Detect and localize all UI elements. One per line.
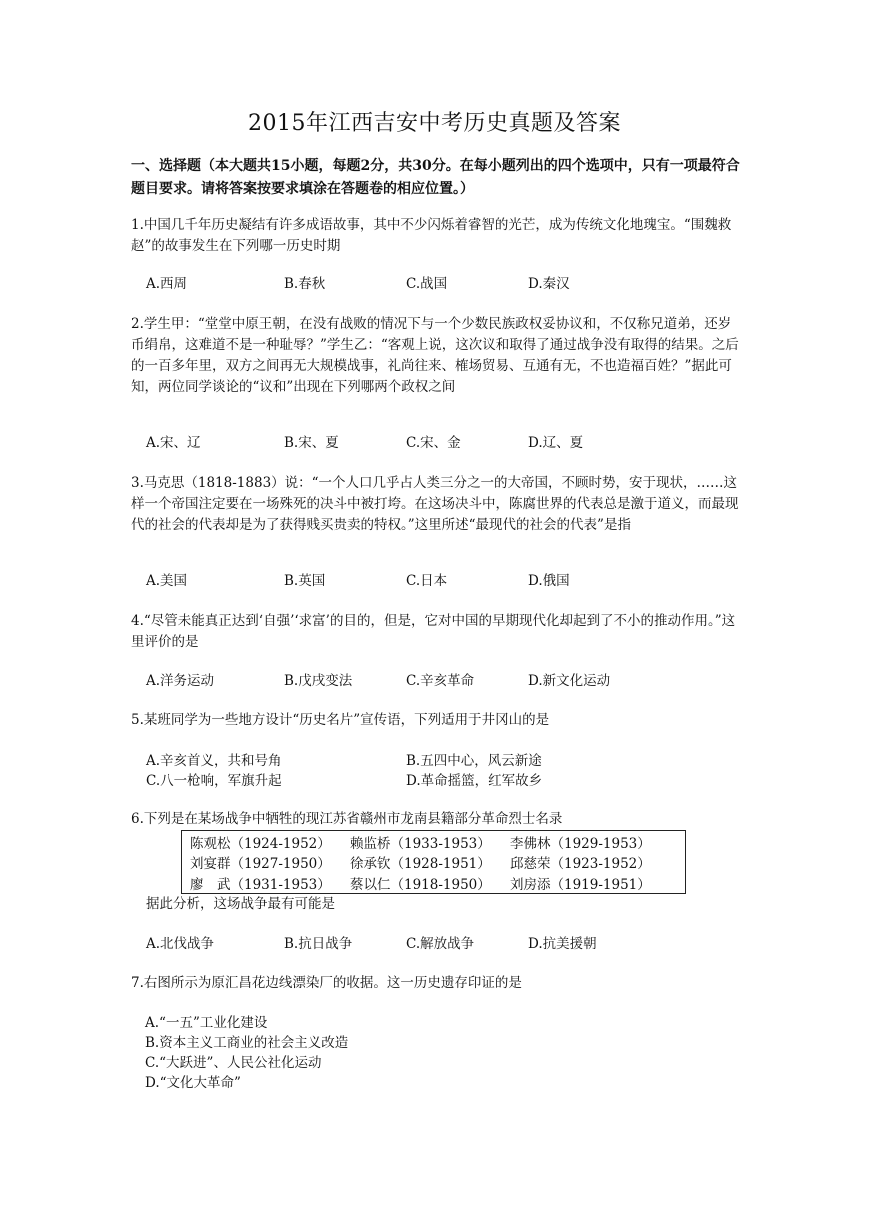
question-5-stem: 5.某班同学为一些地方设计“历史名片”宣传语，下列适用于井冈山的是 xyxy=(131,712,550,728)
option-a: A.西周 xyxy=(146,276,188,292)
option-b: B.戊戌变法 xyxy=(284,673,353,689)
option-d: D.革命摇篮，红军故乡 xyxy=(406,773,543,789)
option-a: A.“一五”工业化建设 xyxy=(145,1015,268,1031)
option-a: A.宋、辽 xyxy=(146,435,201,451)
table-cell: 李佛林（1929-1953） xyxy=(510,836,651,852)
option-a: A.辛亥首义，共和号角 xyxy=(146,753,282,769)
table-cell: 赖监桥（1933-1953） xyxy=(350,836,491,852)
option-b: B.五四中心，风云新途 xyxy=(406,753,542,769)
option-b: B.抗日战争 xyxy=(284,936,353,952)
option-c: C.八一枪响，军旗升起 xyxy=(146,773,282,789)
table-cell: 陈观松（1924-1952） xyxy=(190,836,331,852)
option-b: B.资本主义工商业的社会主义改造 xyxy=(145,1035,349,1051)
table-cell: 徐承钦（1928-1951） xyxy=(350,856,491,872)
question-3-stem: 3.马克思（1818-1883）说：“一个人口几乎占人类三分之一的大帝国，不顾时势，安于现状，……这样一个帝国注定要在一场殊死的决斗中被打垮。在这场决斗中，陈腐世界的代表总是激于道义，而最现代的社会的代表却是为了获得贱买贵卖的特权。”这里所述“最现代的社会的代表”是指 xyxy=(131,475,739,533)
question-7-options xyxy=(145,1013,348,1093)
option-c: C.宋、金 xyxy=(406,435,461,451)
section-heading: 一、选择题（本大题共15小题，每题2分，共30分。在每小题列出的四个选项中，只有一项最符合题目要求。请将答案按要求填涂在答题卷的相应位置。） xyxy=(131,158,740,197)
table-cell: 蔡以仁（1918-1950） xyxy=(350,877,491,893)
option-d: D.新文化运动 xyxy=(528,673,611,689)
question-6-followup: 据此分析，这场战争最有可能是 xyxy=(146,896,335,912)
question-6-stem: 6.下列是在某场战争中牺牲的现江苏省赣州市龙南县籍部分革命烈士名录 xyxy=(131,811,563,827)
question-4-stem: 4.“尽管未能真正达到‘自强’‘求富’的目的，但是，它对中国的早期现代化却起到了不小的推动作用。”这里评价的是 xyxy=(131,613,736,650)
option-d: D.辽、夏 xyxy=(528,435,584,451)
option-c: C.战国 xyxy=(406,276,448,292)
option-a: A.美国 xyxy=(146,573,188,589)
question-1-stem: 1.中国几千年历史凝结有许多成语故事，其中不少闪烁着睿智的光芒，成为传统文化地瑰宝。“围魏救赵”的故事发生在下列哪一历史时期 xyxy=(131,217,732,254)
martyr-list-table xyxy=(181,830,686,894)
option-c: C.日本 xyxy=(406,573,448,589)
option-c: C.辛亥革命 xyxy=(406,673,475,689)
document-title: 2015年江西吉安中考历史真题及答案 xyxy=(248,111,621,136)
option-b: B.英国 xyxy=(284,573,326,589)
question-7-stem: 7.右图所示为原汇昌花边线漂染厂的收据。这一历史遗存印证的是 xyxy=(131,975,522,991)
option-c: C.“大跃进”、人民公社化运动 xyxy=(145,1055,322,1071)
option-c: C.解放战争 xyxy=(406,936,475,952)
option-b: B.宋、夏 xyxy=(284,435,339,451)
table-cell: 邱慈荣（1923-1952） xyxy=(510,856,651,872)
table-cell: 刘宴群（1927-1950） xyxy=(190,856,331,872)
option-d: D.“文化大革命” xyxy=(145,1075,241,1091)
option-d: D.俄国 xyxy=(528,573,570,589)
option-d: D.抗美援朝 xyxy=(528,936,597,952)
table-cell: 刘房添（1919-1951） xyxy=(510,877,651,893)
table-cell: 廖 武（1931-1953） xyxy=(190,877,331,893)
option-b: B.春秋 xyxy=(284,276,326,292)
option-a: A.北伐战争 xyxy=(146,936,215,952)
option-d: D.秦汉 xyxy=(528,276,570,292)
question-2-stem: 2.学生甲：“堂堂中原王朝，在没有战败的情况下与一个少数民族政权妥协议和，不仅称兄道弟，还岁币绢帛，这难道不是一种耻辱？”学生乙：“客观上说，这次议和取得了通过战争没有取得的结果。之后的一百多年里，双方之间再无大规模战事，礼尚往来、榷场贸易、互通有无，不也造福百姓？”据此可知，两位同学谈论的“议和”出现在下列哪两个政权之间 xyxy=(131,316,739,395)
option-a: A.洋务运动 xyxy=(146,673,215,689)
